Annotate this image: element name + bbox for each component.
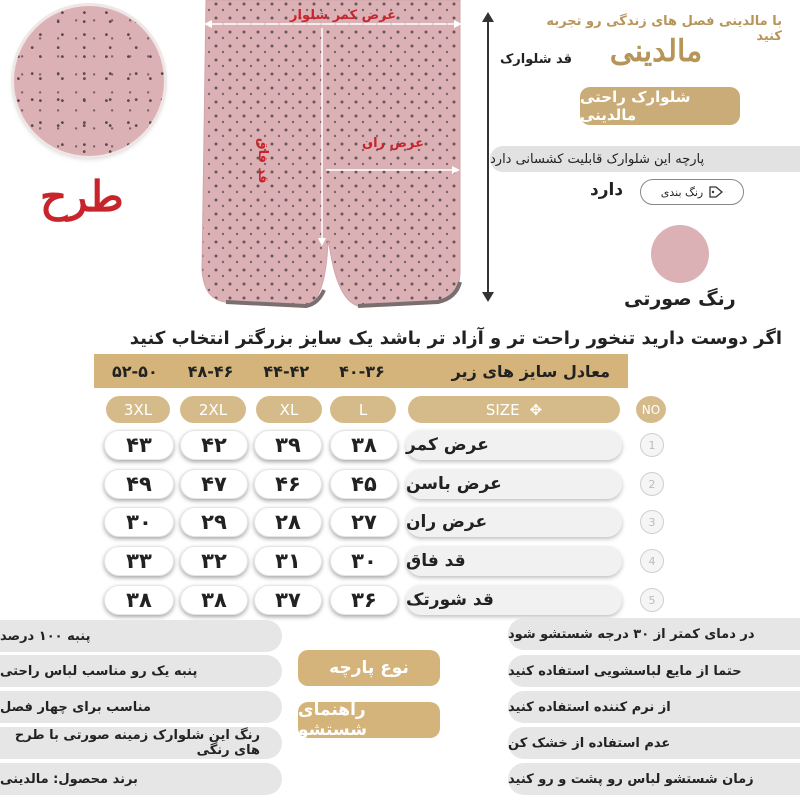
size-value-cell: ۳۰ bbox=[330, 546, 398, 576]
number-header: NO bbox=[636, 396, 666, 423]
size-advice-headline: اگر دوست دارید تنخور راحت تر و آزاد تر باشد یک سایز بزرگتر انتخاب کنید bbox=[129, 328, 782, 349]
washing-item: در دمای کمتر از ۳۰ درجه شستشو شود bbox=[508, 618, 800, 650]
color-chip-label: رنگ بندی bbox=[660, 185, 704, 199]
size-value-cell: ۳۲ bbox=[180, 546, 248, 576]
washing-item: از نرم کننده استفاده کنید bbox=[508, 691, 800, 723]
measurement-name: قد شورتک bbox=[406, 585, 622, 615]
equivalent-2xl: ۴۸-۴۶ bbox=[187, 361, 234, 381]
shorts-length-label: قد شلوارک bbox=[500, 52, 573, 67]
size-value-cell: ۴۲ bbox=[180, 430, 248, 460]
thigh-width-label: عرض ران bbox=[362, 136, 425, 151]
row-number: 3 bbox=[640, 510, 664, 534]
waist-width-label: عرض کمر شلوار bbox=[290, 8, 397, 23]
column-header-2xl: 2XL bbox=[180, 396, 246, 423]
size-value-cell: ۴۳ bbox=[104, 430, 174, 460]
washing-guide-title: راهنمای شستشو bbox=[298, 702, 440, 738]
equivalent-3xl: ۵۲-۵۰ bbox=[112, 361, 158, 381]
column-header-l: L bbox=[330, 396, 396, 423]
product-title: شلوارک راحتی مالدینی bbox=[580, 87, 740, 125]
size-value-cell: ۳۷ bbox=[254, 585, 322, 615]
size-header bbox=[408, 396, 620, 423]
size-value-cell: ۳۸ bbox=[330, 430, 398, 460]
fabric-item: رنگ این شلوارک زمینه صورتی با طرح های رنگی bbox=[0, 727, 282, 759]
size-equivalents-bar bbox=[94, 354, 628, 388]
row-number: 5 bbox=[640, 588, 664, 612]
size-value-cell: ۴۹ bbox=[104, 469, 174, 499]
size-value-cell: ۲۹ bbox=[180, 507, 248, 537]
measurement-name: عرض کمر bbox=[406, 430, 622, 460]
fabric-item: برند محصول: مالدینی bbox=[0, 763, 282, 795]
size-value-cell: ۳۳ bbox=[104, 546, 174, 576]
size-value-cell: ۳۶ bbox=[330, 585, 398, 615]
size-value-cell: ۳۸ bbox=[180, 585, 248, 615]
column-header-xl: XL bbox=[256, 396, 322, 423]
fabric-pattern-swatch bbox=[14, 6, 164, 156]
size-value-cell: ۴۷ bbox=[180, 469, 248, 499]
equivalent-xl: ۴۴-۴۲ bbox=[263, 361, 310, 381]
brand-tagline: با مالدینی فصل های زندگی رو تجربه کنید bbox=[546, 14, 782, 44]
elastic-note: پارچه این شلوارک قابلیت کشسانی دارد bbox=[490, 146, 800, 172]
measurement-name: قد فاق bbox=[406, 546, 622, 576]
pattern-label: طرح bbox=[40, 172, 124, 221]
washing-item: زمان شستشو لباس رو پشت و رو کنید bbox=[508, 763, 800, 795]
color-name: رنگ صورتی bbox=[624, 288, 736, 310]
row-number: 2 bbox=[640, 472, 664, 496]
size-value-cell: ۴۵ bbox=[330, 469, 398, 499]
size-value-cell: ۳۱ bbox=[254, 546, 322, 576]
move-arrows-icon: ✥ bbox=[529, 400, 543, 419]
brand-logo: مالدینی bbox=[609, 34, 703, 69]
washing-item: حتما از مایع لباسشویی استفاده کنید bbox=[508, 655, 800, 687]
shorts-illustration bbox=[198, 0, 468, 312]
fabric-item: پنبه یک رو مناسب لباس راحتی bbox=[0, 655, 282, 687]
row-number: 1 bbox=[640, 433, 664, 457]
color-options-chip[interactable] bbox=[640, 179, 744, 205]
size-value-cell: ۳۹ bbox=[254, 430, 322, 460]
size-value-cell: ۲۸ bbox=[254, 507, 322, 537]
washing-item: عدم استفاده از خشک کن bbox=[508, 727, 800, 759]
fabric-item: مناسب برای چهار فصل bbox=[0, 691, 282, 723]
equivalent-l: ۴۰-۳۶ bbox=[339, 361, 385, 381]
measurement-name: عرض ران bbox=[406, 507, 622, 537]
size-value-cell: ۳۰ bbox=[104, 507, 174, 537]
row-number: 4 bbox=[640, 549, 664, 573]
inseam-label: قد فاق bbox=[255, 138, 270, 184]
color-swatch bbox=[651, 225, 709, 283]
measurement-name: عرض باسن bbox=[406, 469, 622, 499]
fabric-item: پنبه ۱۰۰ درصد bbox=[0, 620, 282, 652]
size-value-cell: ۲۷ bbox=[330, 507, 398, 537]
size-header-label: SIZE bbox=[485, 400, 520, 419]
tag-icon bbox=[709, 186, 723, 198]
size-value-cell: ۳۸ bbox=[104, 585, 174, 615]
equivalent-label: معادل سایز های زیر bbox=[451, 361, 610, 381]
color-available: دارد bbox=[590, 180, 624, 200]
fabric-type-title: نوع پارچه bbox=[298, 650, 440, 686]
size-value-cell: ۴۶ bbox=[254, 469, 322, 499]
column-header-3xl: 3XL bbox=[106, 396, 170, 423]
